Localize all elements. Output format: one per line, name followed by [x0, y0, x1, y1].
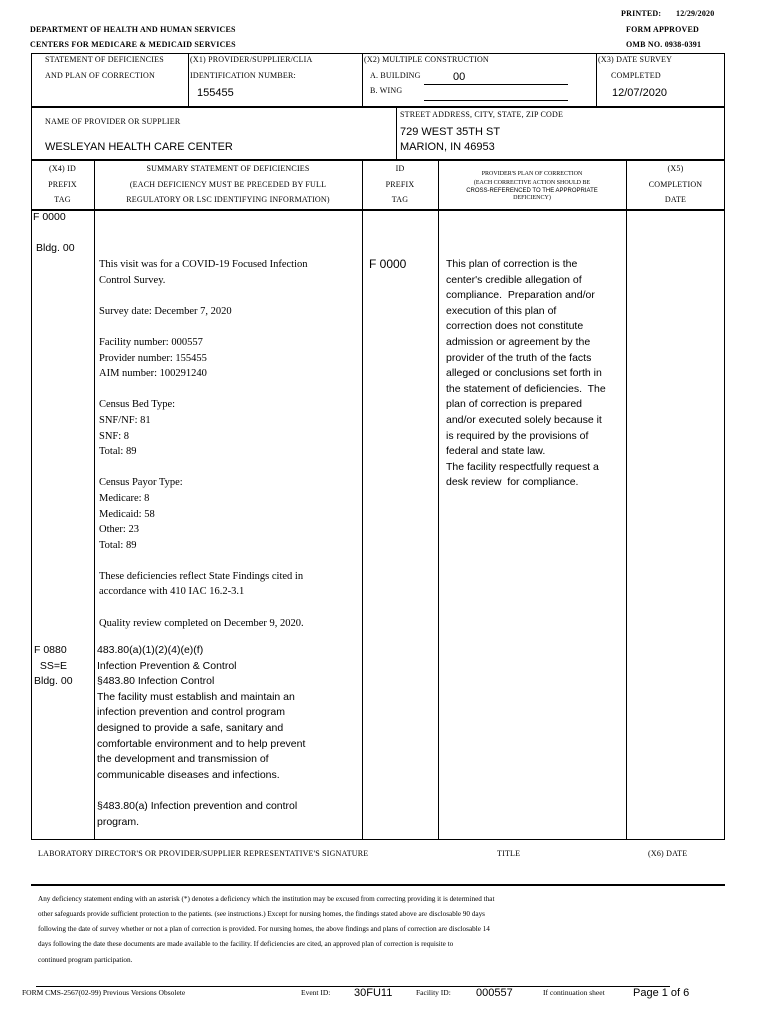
deficiency-tag-f0000: F 0000: [33, 211, 66, 223]
facility-id-label: Facility ID:: [416, 988, 451, 997]
provider-name-label: NAME OF PROVIDER OR SUPPLIER: [45, 117, 181, 126]
plan-subheader-3: DEFICIENCY): [513, 195, 551, 201]
omb-number: OMB NO. 0938-0391: [626, 40, 702, 49]
statement-label: STATEMENT OF DEFICIENCIES: [45, 55, 164, 64]
continuation-label: If continuation sheet: [543, 988, 605, 997]
summary-text-f0880: 483.80(a)(1)(2)(4)(e)(f) Infection Prevention & Control §483.80 Infection Control The facility must establish and maintain an infection prevention and control program designed to provide a safe, sanitary and comfortable environment and to help prevent the development and transmission of communicable diseases and infections. §483.80(a) Infection prevention and control program.: [97, 644, 306, 828]
street-address: 729 WEST 35TH ST: [400, 126, 501, 138]
printed-label: PRINTED:: [621, 9, 662, 18]
deficiency-tag-f0880: F 0880 SS=E Bldg. 00: [34, 644, 73, 688]
summary-text-f0000: This visit was for a COVID-19 Focused Infection Control Survey. Survey date: December 7, 2020 Facility number: 000557 Provider number: 155455 AIM number: 100291240 Census Bed Type: SNF/NF: 81 SNF: 8 Total: 89 Census Payor Type: Medicare: 8 Medicaid: 58 Other: 23 Total: 89 These deficiencies reflect State Findings cited in accordance with 410 IAC 16.2-3.1 Quality review completed on December 9, 2020.: [99, 259, 308, 629]
x2-label: (X2) MULTIPLE CONSTRUCTION: [364, 55, 489, 64]
printed-date: 12/29/2020: [676, 9, 715, 18]
summary-subheader-2: REGULATORY OR LSC IDENTIFYING INFORMATION): [126, 195, 330, 204]
summary-header: SUMMARY STATEMENT OF DEFICIENCIES: [146, 164, 310, 173]
signature-label: LABORATORY DIRECTOR'S OR PROVIDER/SUPPLIER REPRESENTATIVE'S SIGNATURE: [38, 849, 369, 858]
provider-name: WESLEYAN HEALTH CARE CENTER: [45, 141, 233, 153]
city-state-zip: MARION, IN 46953: [400, 141, 495, 153]
signature-date-label: (X6) DATE: [648, 849, 688, 858]
plan-of-correction-label: AND PLAN OF CORRECTION: [45, 71, 155, 80]
plan-header: PROVIDER'S PLAN OF CORRECTION: [481, 171, 583, 177]
event-id-label: Event ID:: [301, 988, 331, 997]
building-tag: Bldg. 00: [36, 242, 75, 254]
facility-id-value: 000557: [476, 987, 513, 999]
plan-subheader-2: CROSS-REFERENCED TO THE APPROPRIATE: [466, 188, 598, 194]
event-id-value: 30FU11: [354, 987, 393, 999]
x1-id-label: IDENTIFICATION NUMBER:: [190, 71, 296, 80]
x4-tag: TAG: [54, 195, 71, 204]
footnote-line-5: continued program participation.: [38, 956, 133, 964]
footer-rule: [36, 986, 670, 987]
page-number: Page 1 of 6: [633, 987, 690, 999]
x3-label: (X3) DATE SURVEY: [598, 55, 673, 64]
plan-subheader-1: (EACH CORRECTIVE ACTION SHOULD BE: [473, 180, 591, 186]
id-tag: TAG: [391, 195, 409, 204]
title-label: TITLE: [497, 849, 521, 858]
footnote-line-1: Any deficiency statement ending with an asterisk (*) denotes a deficiency which the institution may be excused from correcting providing it is determined that: [38, 895, 495, 903]
x5-date: DATE: [664, 195, 687, 204]
plan-of-correction-text: This plan of correction is the center's credible allegation of compliance. Preparation and/or execution of this plan of correction does not constitute admission or agreement by the provider of the truth of the facts alleged or conclusions set forth in the statement of deficiencies. The plan of correction is prepared and/or executed solely because it is required by the provisions of federal and state law. The facility respectfully request a desk review for compliance.: [446, 258, 606, 489]
plan-tag-f0000: F 0000: [369, 257, 407, 271]
footnote-line-2: other safeguards provide sufficient protection to the patients. (see instructions.) Except for nursing homes, the findings stated above are disclosable 90 days: [38, 910, 485, 918]
completed-label: COMPLETED: [611, 71, 661, 80]
address-label: STREET ADDRESS, CITY, STATE, ZIP CODE: [400, 110, 564, 119]
form-number: FORM CMS-2567(02-99) Previous Versions Obsolete: [22, 988, 186, 997]
summary-subheader: (EACH DEFICIENCY MUST BE PRECEDED BY FULL: [129, 180, 327, 189]
x4-prefix: PREFIX: [48, 180, 77, 189]
signature-rule: [31, 884, 725, 886]
x5-header: (X5): [667, 164, 684, 173]
footnote-line-3: following the date of survey whether or not a plan of correction is provided. For nursing homes, the above findings and plans of correction are disclosable 14: [38, 925, 490, 933]
wing-label: B. WING: [370, 86, 403, 95]
id-prefix: PREFIX: [385, 180, 415, 189]
building-label: A. BUILDING: [370, 71, 421, 80]
id-header: ID: [395, 164, 405, 173]
form-approved: FORM APPROVED: [626, 25, 700, 34]
x1-label: (X1) PROVIDER/SUPPLIER/CLIA: [190, 55, 313, 64]
x5-completion: COMPLETION: [648, 180, 703, 189]
provider-clia-number: 155455: [197, 87, 234, 99]
footnote-line-4: days following the date these documents are made available to the facility. If deficiencies are cited, an approved plan of correction is requisite to: [38, 940, 454, 948]
survey-completed-date: 12/07/2020: [612, 87, 668, 99]
building-value: 00: [453, 71, 466, 83]
department-name: DEPARTMENT OF HEALTH AND HUMAN SERVICES: [30, 25, 236, 34]
centers-name: CENTERS FOR MEDICARE & MEDICAID SERVICES: [30, 40, 236, 49]
x4-header: (X4) ID: [49, 164, 76, 173]
